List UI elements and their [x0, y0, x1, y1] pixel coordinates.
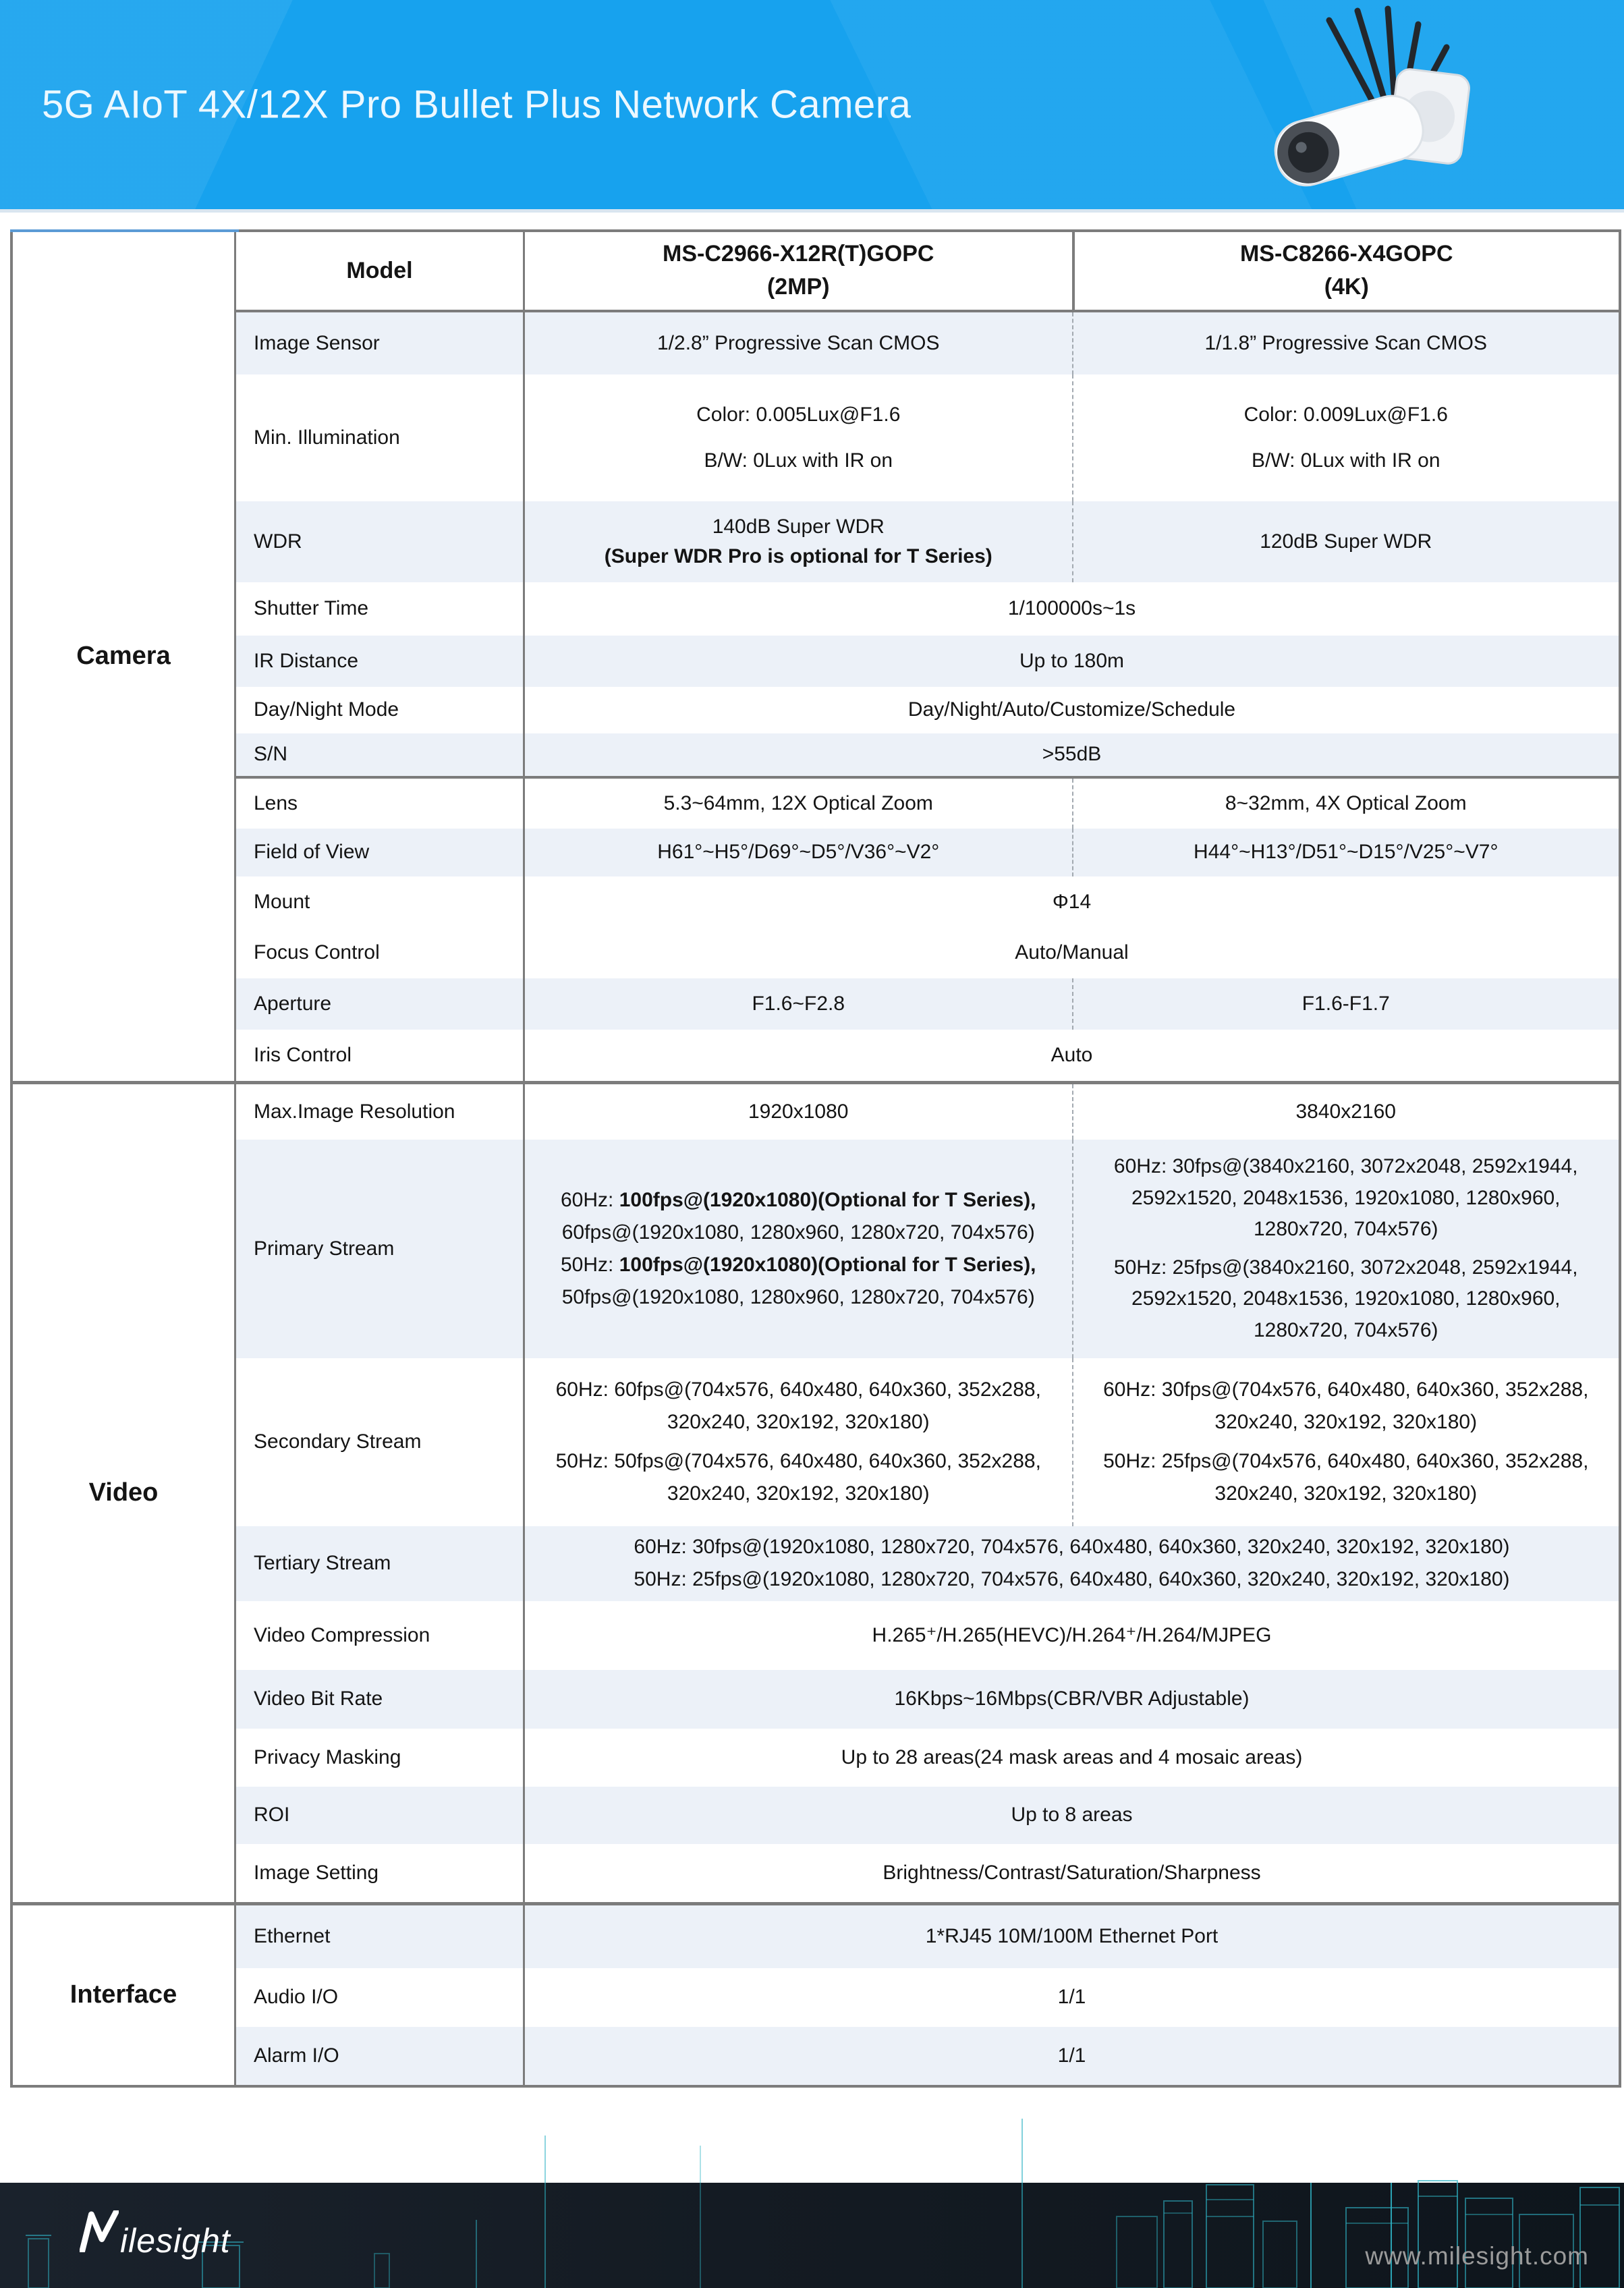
cell-image-sensor-4k: 1/1.8” Progressive Scan CMOS [1072, 312, 1619, 374]
table-row-alarm-io [236, 2027, 1619, 2085]
table-row-video-compression [236, 1601, 1619, 1670]
row-label-day-night-mode: Day/Night Mode [236, 687, 525, 733]
cell-max-image-resolution-2mp: 1920x1080 [748, 1100, 849, 1123]
section-video [13, 1081, 1619, 1902]
row-label-iris-control: Iris Control [236, 1030, 525, 1081]
cell-secondary-stream-4k: 60Hz: 30fps@(704x576, 640x480, 640x360, 352x288, 320x240, 320x192, 320x180) 50Hz: 25fps@(704x576, 640x480, 640x360, 352x288, 320x240, 320x192, 320x180) [1072, 1358, 1619, 1526]
row-label-focus-control: Focus Control [236, 928, 525, 978]
table-row-audio-io [236, 1968, 1619, 2027]
cell-ir-distance: Up to 180m [1019, 649, 1125, 672]
cell-min-illumination-4k: Color: 0.009Lux@F1.6 B/W: 0Lux with IR on [1072, 374, 1619, 501]
row-label-audio-io: Audio I/O [236, 1968, 525, 2027]
table-row-image-setting [236, 1844, 1619, 1902]
row-label-roi: ROI [236, 1787, 525, 1844]
header-banner [0, 0, 1624, 213]
table-row-day-night-mode [236, 687, 1619, 733]
page-title: 5G AIoT 4X/12X Pro Bullet Plus Network Camera [42, 82, 912, 127]
section-interface [13, 1902, 1619, 2085]
table-row-field-of-view [236, 829, 1619, 876]
table-row-secondary-stream [236, 1358, 1619, 1526]
section-label-camera: Camera [13, 232, 236, 1081]
model-name-2mp: MS-C2966-X12R(T)GOPC (2MP) [663, 241, 934, 300]
table-row-primary-stream [236, 1140, 1619, 1358]
row-label-max-image-resolution: Max.Image Resolution [236, 1084, 525, 1140]
table-top-accent [10, 229, 239, 232]
table-row-ir-distance [236, 636, 1619, 687]
bullet-camera-product-image [1250, 5, 1499, 208]
row-label-alarm-io: Alarm I/O [236, 2027, 525, 2085]
cell-privacy-masking: Up to 28 areas(24 mask areas and 4 mosaic areas) [841, 1746, 1303, 1768]
cell-ethernet: 1*RJ45 10M/100M Ethernet Port [925, 1925, 1219, 1948]
cell-mount: Φ14 [1052, 890, 1092, 913]
cell-min-illumination-2mp: Color: 0.005Lux@F1.6 B/W: 0Lux with IR on [696, 403, 901, 472]
row-label-model: Model [236, 232, 525, 310]
cell-secondary-stream-2mp: 60Hz: 60fps@(704x576, 640x480, 640x360, 352x288, 320x240, 320x192, 320x180) 50Hz: 50fps@(704x576, 640x480, 640x360, 352x288, 320x240, 320x192, 320x180) [555, 1378, 1041, 1505]
row-label-ir-distance: IR Distance [236, 636, 525, 687]
table-row-aperture [236, 978, 1619, 1030]
cell-field-of-view-2mp: H61°~H5°/D69°~D5°/V36°~V2° [657, 841, 940, 864]
cell-wdr-2mp: 140dB Super WDR (Super WDR Pro is optional for T Series) [604, 515, 992, 567]
table-row-min-illumination [236, 374, 1619, 501]
row-label-secondary-stream: Secondary Stream [236, 1358, 525, 1526]
row-label-video-bit-rate: Video Bit Rate [236, 1670, 525, 1729]
row-label-field-of-view: Field of View [236, 829, 525, 876]
cell-roi: Up to 8 areas [1011, 1804, 1133, 1826]
cell-video-bit-rate: 16Kbps~16Mbps(CBR/VBR Adjustable) [894, 1687, 1250, 1710]
cell-field-of-view-4k: H44°~H13°/D51°~D15°/V25°~V7° [1072, 829, 1619, 876]
row-label-shutter-time: Shutter Time [236, 582, 525, 636]
cell-shutter-time: 1/100000s~1s [1007, 597, 1136, 620]
milesight-logo-m-icon [80, 2210, 119, 2252]
row-label-tertiary-stream: Tertiary Stream [236, 1526, 525, 1601]
row-label-primary-stream: Primary Stream [236, 1140, 525, 1358]
table-row-model [236, 232, 1619, 312]
row-label-video-compression: Video Compression [236, 1601, 525, 1670]
section-camera [13, 232, 1619, 1081]
table-row-max-image-resolution [236, 1084, 1619, 1140]
cell-aperture-2mp: F1.6~F2.8 [752, 992, 845, 1015]
row-label-image-sensor: Image Sensor [236, 312, 525, 374]
cell-sn: >55dB [1042, 743, 1102, 766]
table-row-video-bit-rate [236, 1670, 1619, 1729]
cell-tertiary-stream: 60Hz: 30fps@(1920x1080, 1280x720, 704x576, 640x480, 640x360, 320x240, 320x192, 320x180) 50Hz: 25fps@(1920x1080, 1280x720, 704x576, 640x480, 640x360, 320x240, 320x192, 320x180) [634, 1536, 1510, 1591]
row-label-mount: Mount [236, 876, 525, 928]
row-label-sn: S/N [236, 733, 525, 776]
table-row-image-sensor [236, 312, 1619, 374]
table-row-tertiary-stream [236, 1526, 1619, 1601]
spec-table [10, 229, 1621, 2088]
model-name-4k: MS-C8266-X4GOPC (4K) [1072, 232, 1619, 310]
table-row-privacy-masking [236, 1729, 1619, 1787]
cell-image-setting: Brightness/Contrast/Saturation/Sharpness [883, 1861, 1261, 1884]
row-label-aperture: Aperture [236, 978, 525, 1030]
cell-video-compression: H.265⁺/H.265(HEVC)/H.264⁺/H.264/MJPEG [872, 1624, 1272, 1647]
row-label-min-illumination: Min. Illumination [236, 374, 525, 501]
table-row-roi [236, 1787, 1619, 1844]
section-label-video: Video [13, 1084, 236, 1902]
row-label-ethernet: Ethernet [236, 1905, 525, 1968]
cell-primary-stream-2mp: 60Hz: 100fps@(1920x1080)(Optional for T Series), 60fps@(1920x1080, 1280x960, 1280x720, 704x576) 50Hz: 100fps@(1920x1080)(Optional for T Series), 50fps@(1920x1080, 1280x960, 1280x720, 704x576) [560, 1188, 1036, 1308]
row-label-wdr: WDR [236, 501, 525, 582]
cell-day-night-mode: Day/Night/Auto/Customize/Schedule [907, 698, 1236, 721]
cell-wdr-4k: 120dB Super WDR [1072, 501, 1619, 582]
row-label-lens: Lens [236, 779, 525, 829]
table-row-mount [236, 876, 1619, 928]
website-url: www.milesight.com [1365, 2242, 1589, 2270]
table-row-iris-control [236, 1030, 1619, 1081]
section-label-interface: Interface [13, 1905, 236, 2085]
table-row-sn [236, 733, 1619, 779]
cell-alarm-io: 1/1 [1057, 2044, 1086, 2067]
table-row-focus-control [236, 928, 1619, 978]
row-label-image-setting: Image Setting [236, 1844, 525, 1902]
table-row-lens [236, 779, 1619, 829]
table-row-wdr [236, 501, 1619, 582]
cell-iris-control: Auto [1051, 1043, 1093, 1066]
footer-bar [0, 2183, 1624, 2288]
cell-aperture-4k: F1.6-F1.7 [1072, 978, 1619, 1030]
cell-primary-stream-4k: 60Hz: 30fps@(3840x2160, 3072x2048, 2592x1944, 2592x1520, 2048x1536, 1920x1080, 1280x960, 1280x720, 704x576) 50Hz: 25fps@(3840x2160, 3072x2048, 2592x1944, 2592x1520, 2048x1536, 1920x1080, 1280x960, 1280x720, 704x576) [1072, 1140, 1619, 1358]
cell-lens-2mp: 5.3~64mm, 12X Optical Zoom [663, 791, 933, 814]
row-label-privacy-masking: Privacy Masking [236, 1729, 525, 1787]
cell-image-sensor-2mp: 1/2.8” Progressive Scan CMOS [657, 331, 940, 354]
milesight-logo [80, 2210, 231, 2260]
cell-max-image-resolution-4k: 3840x2160 [1072, 1084, 1619, 1140]
cell-lens-4k: 8~32mm, 4X Optical Zoom [1072, 779, 1619, 829]
cell-audio-io: 1/1 [1057, 1986, 1086, 2009]
milesight-logo-text: ilesight [120, 2222, 231, 2260]
table-row-ethernet [236, 1905, 1619, 1968]
cell-focus-control: Auto/Manual [1015, 941, 1129, 964]
table-row-shutter-time [236, 582, 1619, 636]
